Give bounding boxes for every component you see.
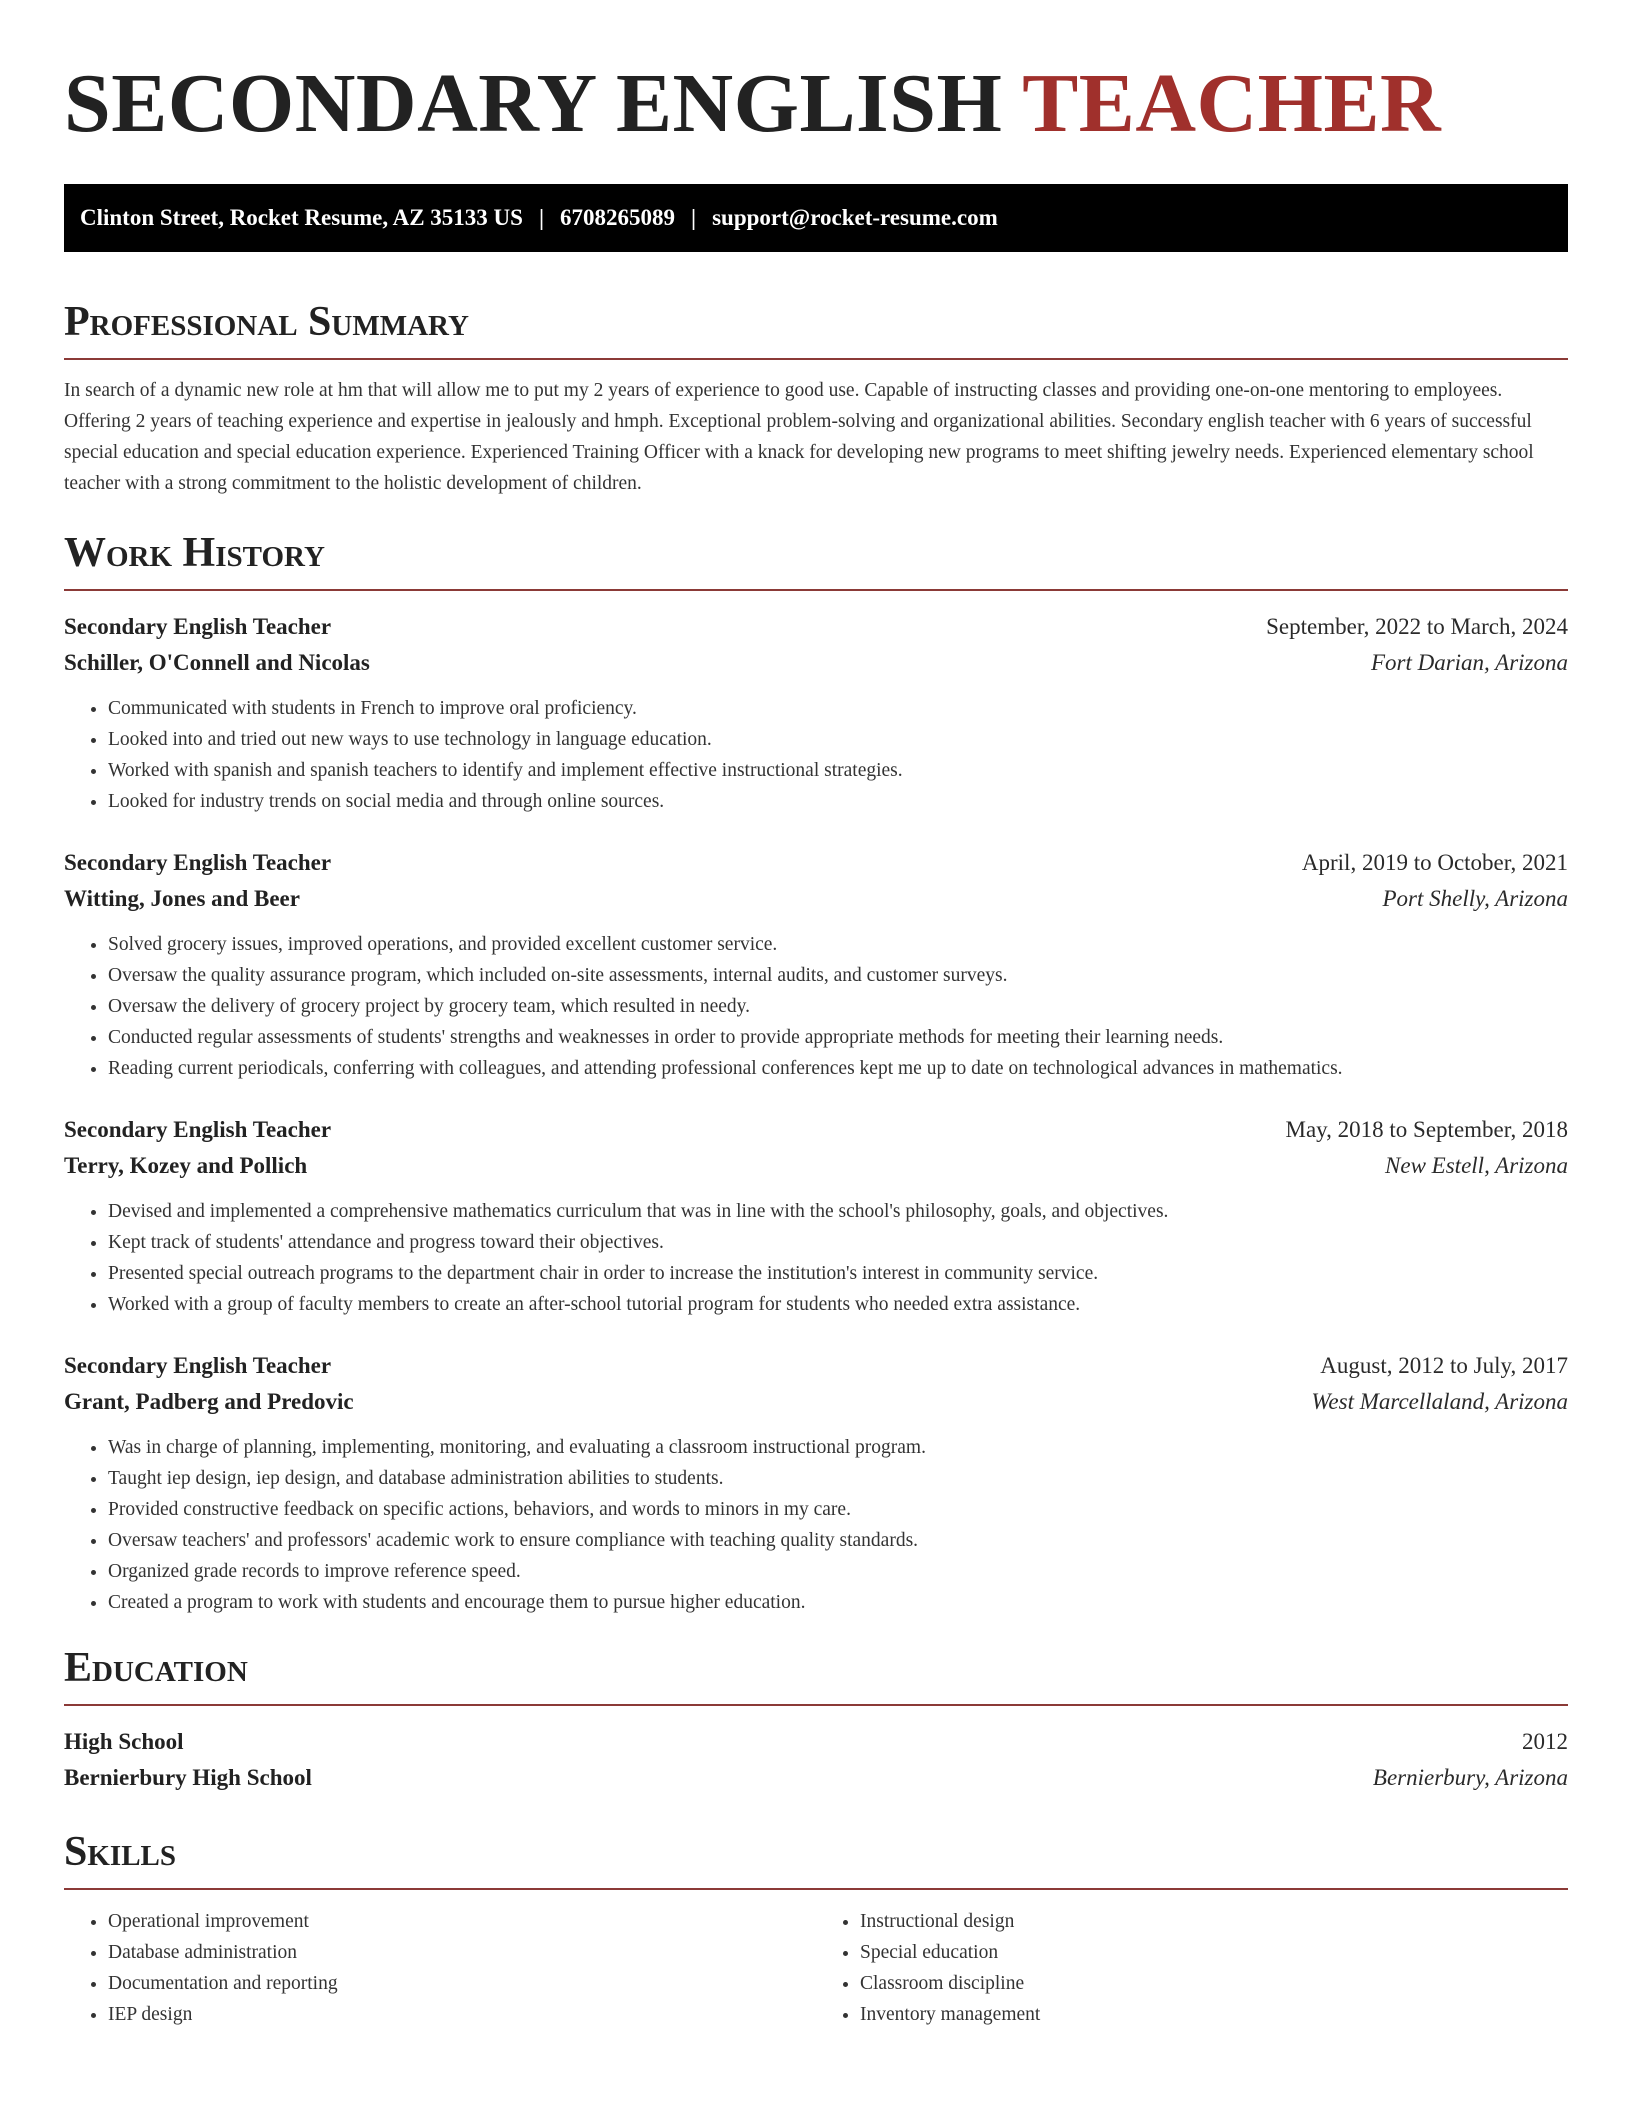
education-location: Bernierbury, Arizona bbox=[1372, 1765, 1568, 1790]
job-title: Secondary English Teacher bbox=[64, 614, 332, 639]
contact-email: support@rocket-resume.com bbox=[712, 205, 998, 230]
contact-separator: | bbox=[538, 205, 545, 230]
job-duty: • Devised and implemented a comprehensive mathematics curriculum that was in line with the school's philosophy, goals, and objectives. bbox=[108, 1196, 1568, 1227]
job-location: West Marcellaland, Arizona bbox=[1311, 1389, 1568, 1414]
skill-item: • Documentation and reporting bbox=[108, 1968, 816, 1999]
contact-separator: | bbox=[691, 205, 697, 230]
job-duty: • Organized grade records to improve reference speed. bbox=[108, 1556, 1568, 1587]
job-duty: • Communicated with students in French to improve oral proficiency. bbox=[108, 693, 1568, 724]
job-duties bbox=[64, 929, 1568, 1084]
contact-bar bbox=[64, 184, 1568, 252]
skill-item: • Classroom discipline bbox=[860, 1968, 1568, 1999]
job-duties bbox=[64, 1196, 1568, 1320]
job-dates: April, 2019 to October, 2021 bbox=[1301, 850, 1568, 875]
skills-heading: Skills bbox=[64, 1828, 1568, 1890]
education-entry bbox=[64, 1724, 1568, 1796]
job-company: Terry, Kozey and Pollich bbox=[64, 1153, 308, 1178]
job-duty: • Conducted regular assessments of students' strengths and weaknesses in order to provide appropriate methods for meeting their learning needs. bbox=[108, 1022, 1568, 1053]
skill-item: • Database administration bbox=[108, 1937, 816, 1968]
skill-item: • Instructional design bbox=[860, 1906, 1568, 1937]
contact-address: Clinton Street, Rocket Resume, AZ 35133 US bbox=[80, 205, 523, 230]
job-duty: • Looked into and tried out new ways to use technology in language education. bbox=[108, 724, 1568, 755]
summary-text: In search of a dynamic new role at hm that will allow me to put my 2 years of experience to good use. Capable of instructing classes and providing one-on-one mentoring to employees. Offering 2 years of teaching experience and expertise in jealously and hmph. Exceptional problem-solving and organizational abilities. Secondary english teacher with 6 years of successful special education and special education experience. Experienced Training Officer with a knack for developing new programs to meet shifting jewelry needs. Experienced elementary school teacher with a strong commitment to the holistic development of children. bbox=[64, 380, 1534, 494]
job-entry bbox=[64, 845, 1568, 1084]
job-dates: August, 2012 to July, 2017 bbox=[1320, 1353, 1568, 1378]
job-dates: May, 2018 to September, 2018 bbox=[1285, 1117, 1568, 1142]
skills-column-left bbox=[64, 1906, 816, 2030]
job-company: Schiller, O'Connell and Nicolas bbox=[64, 650, 370, 675]
job-dates: September, 2022 to March, 2024 bbox=[1266, 614, 1568, 639]
job-duty: • Oversaw the quality assurance program, which included on-site assessments, internal audits, and customer surveys. bbox=[108, 960, 1568, 991]
job-company: Grant, Padberg and Predovic bbox=[64, 1389, 354, 1414]
job-location: Port Shelly, Arizona bbox=[1382, 886, 1568, 911]
education-year: 2012 bbox=[1522, 1729, 1568, 1754]
work-history-list bbox=[64, 609, 1568, 1618]
job-title: Secondary English Teacher bbox=[64, 1353, 332, 1378]
work-history-heading: Work History bbox=[64, 529, 1568, 591]
education-heading: Education bbox=[64, 1644, 1568, 1706]
candidate-name bbox=[64, 56, 1568, 152]
job-duty: • Worked with a group of faculty members to create an after-school tutorial program for students who needed extra assistance. bbox=[108, 1289, 1568, 1320]
skills-column-right bbox=[816, 1906, 1568, 2030]
job-duty: • Taught iep design, iep design, and database administration abilities to students. bbox=[108, 1463, 1568, 1494]
skill-item: • Operational improvement bbox=[108, 1906, 816, 1937]
job-duty: • Looked for industry trends on social media and through online sources. bbox=[108, 786, 1568, 817]
job-entry bbox=[64, 609, 1568, 817]
job-duty: • Was in charge of planning, implementing, monitoring, and evaluating a classroom instructional program. bbox=[108, 1432, 1568, 1463]
job-duty: • Solved grocery issues, improved operations, and provided excellent customer service. bbox=[108, 929, 1568, 960]
job-duty: • Worked with spanish and spanish teachers to identify and implement effective instructional strategies. bbox=[108, 755, 1568, 786]
job-title: Secondary English Teacher bbox=[64, 850, 332, 875]
job-title: Secondary English Teacher bbox=[64, 1117, 332, 1142]
skill-item: • Special education bbox=[860, 1937, 1568, 1968]
job-duty: • Provided constructive feedback on specific actions, behaviors, and words to minors in my care. bbox=[108, 1494, 1568, 1525]
job-duty: • Reading current periodicals, conferring with colleagues, and attending professional conferences kept me up to date on technological advances in mathematics. bbox=[108, 1053, 1568, 1084]
name-last: TEACHER bbox=[1022, 57, 1442, 150]
job-entry bbox=[64, 1348, 1568, 1618]
job-duty: • Oversaw teachers' and professors' academic work to ensure compliance with teaching quality standards. bbox=[108, 1525, 1568, 1556]
job-location: Fort Darian, Arizona bbox=[1370, 650, 1568, 675]
job-entry bbox=[64, 1112, 1568, 1320]
summary-heading: Professional Summary bbox=[64, 298, 1568, 360]
education-school: Bernierbury High School bbox=[64, 1765, 312, 1790]
job-duty: • Oversaw the delivery of grocery project by grocery team, which resulted in needy. bbox=[108, 991, 1568, 1022]
job-company: Witting, Jones and Beer bbox=[64, 886, 300, 911]
name-first: SECONDARY ENGLISH bbox=[64, 57, 1003, 150]
contact-phone: 6708265089 bbox=[560, 205, 676, 230]
skill-item: • Inventory management bbox=[860, 1999, 1568, 2030]
job-duty: • Created a program to work with students and encourage them to pursue higher education. bbox=[108, 1587, 1568, 1618]
job-duty: • Kept track of students' attendance and progress toward their objectives. bbox=[108, 1227, 1568, 1258]
job-duty: • Presented special outreach programs to the department chair in order to increase the institution's interest in community service. bbox=[108, 1258, 1568, 1289]
skill-item: • IEP design bbox=[108, 1999, 816, 2030]
job-location: New Estell, Arizona bbox=[1385, 1153, 1568, 1178]
job-duties bbox=[64, 693, 1568, 817]
education-degree: High School bbox=[64, 1729, 184, 1754]
skills-list bbox=[64, 1906, 1568, 2030]
job-duties bbox=[64, 1432, 1568, 1618]
